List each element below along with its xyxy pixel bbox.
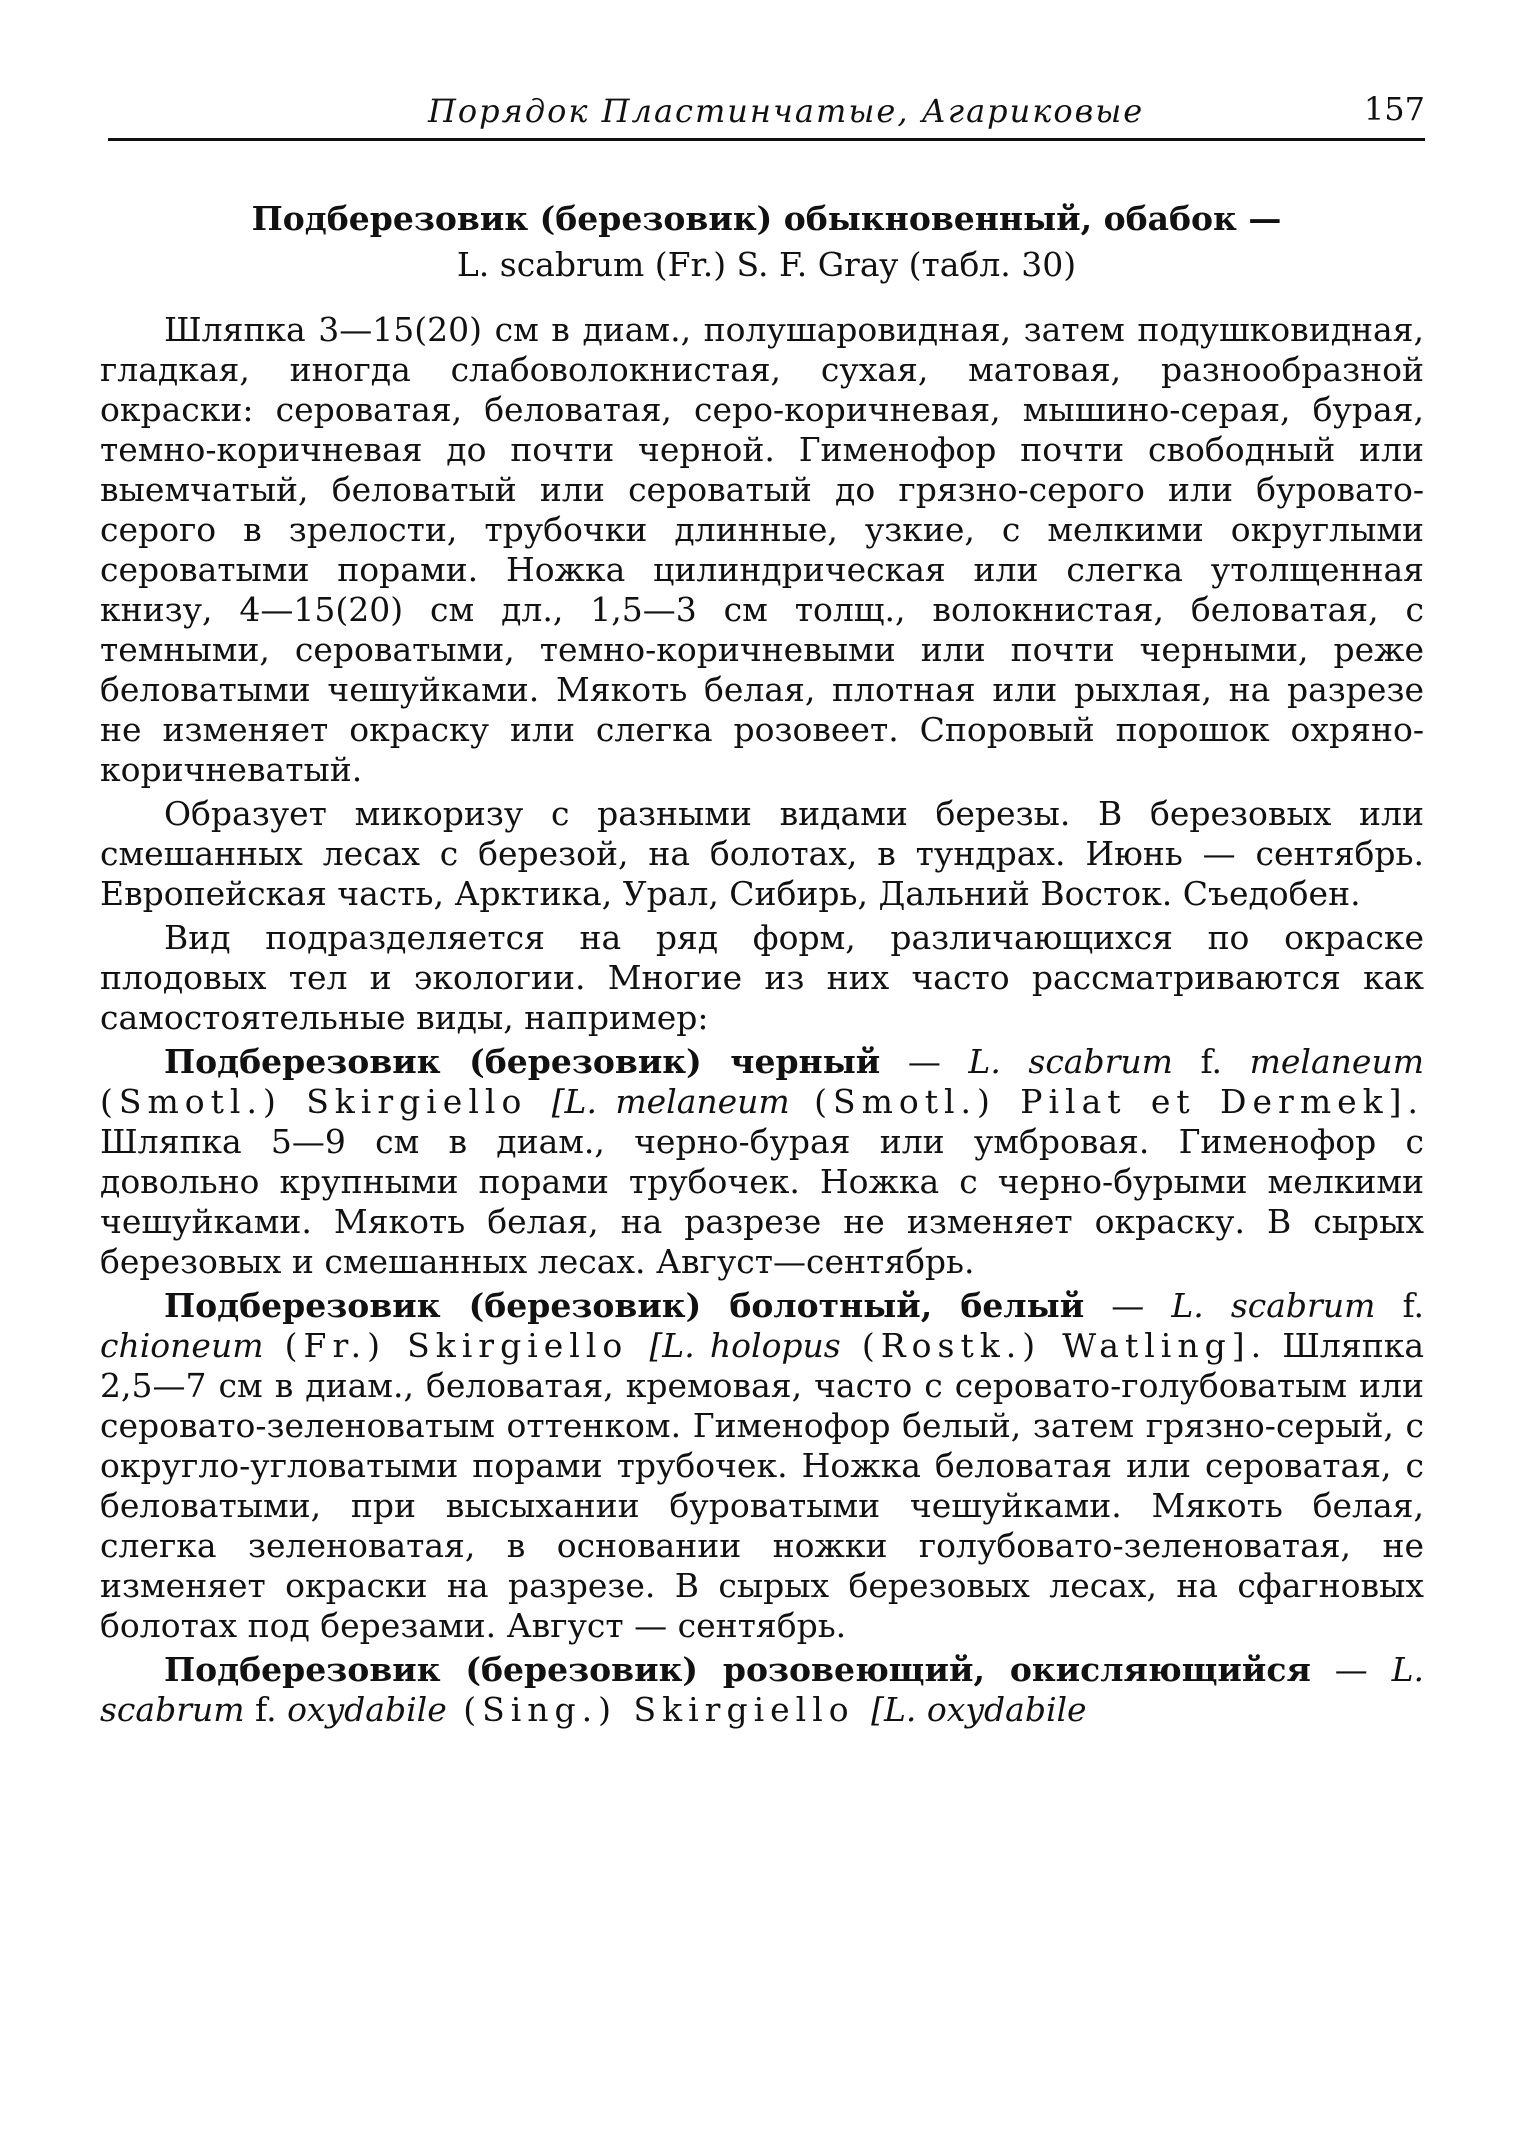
- page-header: [108, 88, 1425, 141]
- article-body: [100, 310, 1424, 1734]
- form-description: Шляпка 2,5—7 см в диам., беловатая, кремовая, часто с серовато-голубоватым или серовато-зеленоватым оттенком. Гименофор белый, затем грязно-серый, с округло-угловатыми порами трубочек. Ножка беловатая или сероватая, с беловатыми, при высыхании буроватыми чешуйками. Мякоть белая, слегка зеленоватая, в основании ножки голубовато-зеленоватая, не изменяет окраски на разрезе. В сырых березовых лесах, на сфагновых болотах под березами. Август — сентябрь.: [100, 1326, 1425, 1645]
- running-title: Порядок Пластинчатые, Агариковые: [428, 92, 1145, 130]
- latin-form: melaneum: [1249, 1042, 1424, 1081]
- author-citation: (Fr.) Skirgiello: [263, 1326, 650, 1365]
- paragraph-description: Шляпка 3—15(20) см в диам., полушаровидная, затем подушковидная, гладкая, иногда слабоволокнистая, сухая, матовая, разнообразной окраски: сероватая, беловатая, серо-коричневая, мышино-серая, бурая, темно-коричневая до почти черной. Гименофор почти свободный или выемчатый, беловатый или сероватый до грязно-серого или буровато-серого в зрелости, трубочки длинные, узкие, с мелкими округлыми сероватыми порами. Ножка цилиндрическая или слегка утолщенная книзу, 4—15(20) см дл., 1,5—3 см толщ., волокнистая, беловатая, с темными, сероватыми, темно-коричневыми или почти черными, реже беловатыми чешуйками. Мякоть белая, плотная или рыхлая, на разрезе не изменяет окраску или слегка розовеет. Споровый порошок охряно-коричневатый.: [100, 310, 1424, 789]
- form-marker: f.: [244, 1690, 288, 1729]
- paragraph-form-white: [100, 1286, 1424, 1646]
- synonym: [L. oxydabile: [871, 1690, 1087, 1729]
- form-marker: f.: [1172, 1042, 1250, 1081]
- latin-genus: L. scabrum: [968, 1042, 1173, 1081]
- form-description: Шляпка 5—9 см в диам., черно-бурая или умбровая. Гименофор с довольно крупными порами трубочек. Ножка с черно-бурыми мелкими чешуйками. Мякоть белая, на разрезе не изменяет окраску. В сырых березовых и смешанных лесах. Август—сентябрь.: [100, 1122, 1424, 1281]
- dash: —: [1310, 1650, 1392, 1689]
- paragraph-forms-intro: Вид подразделяется на ряд форм, различающихся по окраске плодовых тел и экологии. Многие из них часто рассматриваются как самостоятельные виды, например:: [100, 918, 1424, 1037]
- form-marker: f.: [1375, 1286, 1424, 1325]
- species-title-russian: Подберезовик (березовик) обыкновенный, обабок —: [251, 199, 1282, 238]
- author-citation: (Smotl.) Skirgiello: [100, 1082, 552, 1121]
- synonym-authors: (Rostk.) Watling].: [840, 1326, 1268, 1365]
- paragraph-form-pinkening: [100, 1650, 1424, 1730]
- page-number: 157: [1363, 90, 1425, 128]
- species-title-latin: L. scabrum (Fr.) S. F. Gray (табл. 30): [456, 245, 1077, 284]
- species-title: [108, 196, 1425, 288]
- form-name: Подберезовик (березовик) болотный, белый: [164, 1286, 1085, 1325]
- author-citation: (Sing.) Skirgiello: [446, 1690, 872, 1729]
- synonym: [L. holopus: [649, 1326, 841, 1365]
- paragraph-form-black: [100, 1042, 1424, 1282]
- dash: —: [880, 1042, 969, 1081]
- synonym-authors: (Smotl.) Pilat et Dermek].: [789, 1082, 1424, 1121]
- form-name: Подберезовик (березовик) черный: [164, 1042, 881, 1081]
- latin-genus: L. scabrum: [100, 1650, 1424, 1729]
- synonym: [L. melaneum: [551, 1082, 790, 1121]
- latin-form: oxydabile: [287, 1690, 447, 1729]
- latin-form: chioneum: [100, 1326, 264, 1365]
- latin-genus: L. scabrum: [1171, 1286, 1376, 1325]
- dash: —: [1084, 1286, 1172, 1325]
- form-name: Подберезовик (березовик) розовеющий, окисляющийся: [164, 1650, 1311, 1689]
- paragraph-ecology: Образует микоризу с разными видами березы. В березовых или смешанных лесах с березой, на болотах, в тундрах. Июнь — сентябрь. Европейская часть, Арктика, Урал, Сибирь, Дальний Восток. Съедобен.: [100, 794, 1424, 913]
